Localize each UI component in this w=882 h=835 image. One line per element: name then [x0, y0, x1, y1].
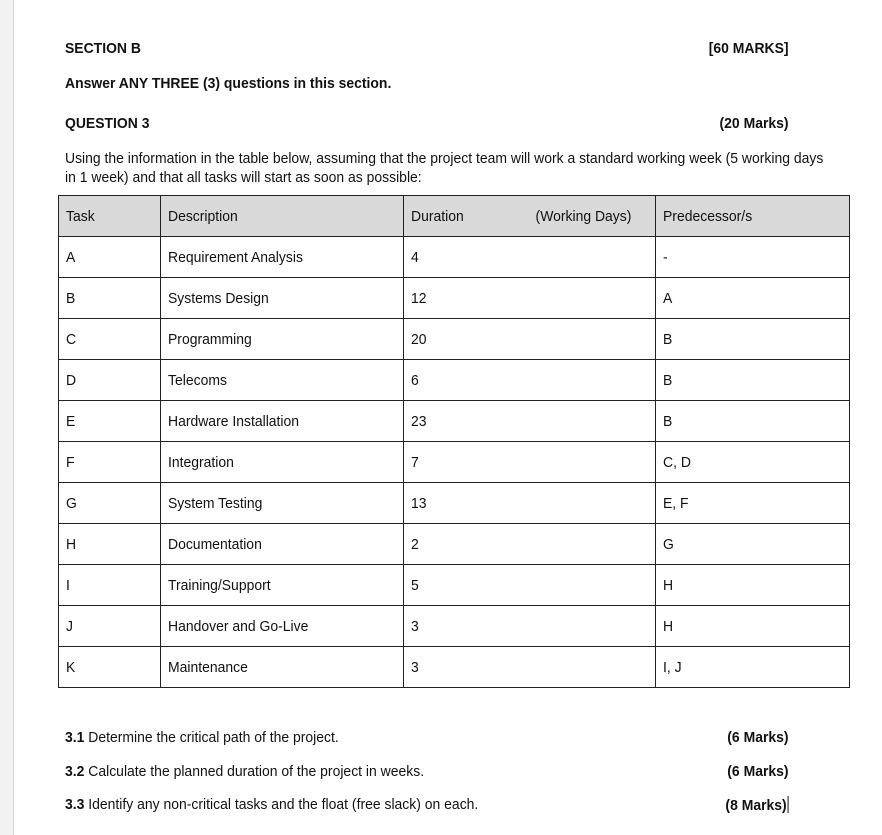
section-header: [65, 40, 789, 57]
cell-duration: [404, 483, 656, 524]
cell-predecessor-text: I, J: [663, 658, 682, 676]
cell-description: [161, 237, 404, 278]
cell-description: [161, 565, 404, 606]
cell-predecessor-text: B: [663, 371, 673, 389]
table-header-row: [59, 196, 850, 237]
table-row: [59, 237, 850, 278]
cell-duration-text: 12: [411, 289, 427, 307]
question-item-3-3: [65, 796, 789, 814]
cell-duration-text: 23: [411, 412, 427, 430]
cell-description-text: System Testing: [168, 494, 263, 512]
cell-duration: [404, 401, 656, 442]
cell-description-text: Documentation: [168, 535, 262, 553]
question-item-marks: (6 Marks): [727, 729, 789, 746]
instruction-row: [65, 75, 789, 92]
section-marks: [60 MARKS]: [708, 40, 789, 57]
question-number: 3.3: [65, 796, 85, 813]
cell-predecessor-text: B: [663, 330, 673, 348]
cell-description: [161, 319, 404, 360]
cell-task-text: H: [66, 535, 77, 553]
cell-predecessor-text: E, F: [663, 494, 689, 512]
cell-duration: [404, 524, 656, 565]
cell-task-text: A: [66, 248, 76, 266]
table-row: [59, 442, 850, 483]
cell-predecessor-text: B: [663, 412, 673, 430]
cell-task-text: J: [66, 617, 73, 635]
cell-description: [161, 483, 404, 524]
cell-description: [161, 606, 404, 647]
question-text: [65, 763, 424, 780]
instruction-text: Answer ANY THREE (3) questions in this section.: [65, 75, 392, 92]
cell-duration: [404, 278, 656, 319]
cell-predecessor: [656, 647, 850, 688]
cell-task: [59, 483, 161, 524]
cell-task-text: E: [66, 412, 76, 430]
header-description-label: Description: [168, 207, 238, 225]
question-text: [65, 729, 339, 746]
question-body: Determine the critical path of the project.: [88, 729, 339, 746]
cell-predecessor: [656, 401, 850, 442]
cell-description-text: Training/Support: [168, 576, 271, 594]
cell-description-text: Telecoms: [168, 371, 227, 389]
question-body: Calculate the planned duration of the project in weeks.: [88, 763, 425, 780]
cell-task: [59, 647, 161, 688]
cell-duration-text: 20: [411, 330, 427, 348]
intro-paragraph: Using the information in the table below, assuming that the project team will work a standard working week (5 working days in 1 week) and that all tasks will start as soon as possible:: [65, 150, 824, 186]
header-duration-label: Duration: [411, 207, 464, 225]
document-page[interactable]: [14, 0, 882, 835]
header-task-label: Task: [66, 207, 95, 225]
cell-task-text: I: [66, 576, 70, 594]
cell-duration: [404, 237, 656, 278]
question-header: [65, 115, 789, 132]
cell-description: [161, 524, 404, 565]
cell-duration: [404, 442, 656, 483]
cell-duration-text: 2: [411, 535, 420, 553]
table-row: [59, 483, 850, 524]
cell-description: [161, 360, 404, 401]
cell-task: [59, 442, 161, 483]
cell-task: [59, 360, 161, 401]
cell-task-text: G: [66, 494, 77, 512]
cell-task-text: B: [66, 289, 76, 307]
question-marks: (20 Marks): [719, 115, 789, 132]
cell-duration-text: 6: [411, 371, 420, 389]
table-row: [59, 360, 850, 401]
cell-predecessor: [656, 483, 850, 524]
header-duration-unit: (Working Days): [535, 207, 632, 225]
cell-task-text: K: [66, 658, 76, 676]
header-task: [59, 196, 161, 237]
cell-predecessor-text: H: [663, 617, 674, 635]
cell-predecessor-text: G: [663, 535, 675, 553]
section-title: SECTION B: [65, 40, 141, 57]
question-title: QUESTION 3: [65, 115, 150, 132]
cell-duration: [404, 360, 656, 401]
cell-predecessor: [656, 524, 850, 565]
header-duration-group: [411, 208, 631, 225]
cell-description: [161, 442, 404, 483]
cell-duration: [404, 319, 656, 360]
cell-task-text: F: [66, 453, 75, 471]
question-item-marks-wrap: [725, 796, 788, 814]
question-body: Identify any non-critical tasks and the float (free slack) on each.: [88, 796, 479, 813]
cell-task-text: D: [66, 371, 77, 389]
header-predecessor: [656, 196, 850, 237]
text-cursor: [788, 796, 789, 813]
cell-predecessor: [656, 237, 850, 278]
cell-duration: [404, 606, 656, 647]
table-row: [59, 278, 850, 319]
cell-duration-text: 5: [411, 576, 420, 594]
cell-duration-text: 7: [411, 453, 420, 471]
cell-description-text: Maintenance: [168, 658, 248, 676]
cell-predecessor: [656, 360, 850, 401]
cell-description: [161, 647, 404, 688]
question-number: 3.2: [65, 763, 85, 780]
cell-predecessor: [656, 565, 850, 606]
cell-predecessor-text: C, D: [663, 453, 692, 471]
cell-task: [59, 319, 161, 360]
cell-task: [59, 237, 161, 278]
cell-duration-text: 13: [411, 494, 427, 512]
cell-predecessor: [656, 442, 850, 483]
header-predecessor-label: Predecessor/s: [663, 207, 753, 225]
question-item-3-1: [65, 729, 789, 746]
cell-task: [59, 524, 161, 565]
header-duration: [404, 196, 656, 237]
question-item-3-2: [65, 763, 789, 780]
cell-description-text: Requirement Analysis: [168, 248, 303, 266]
cell-task-text: C: [66, 330, 77, 348]
cell-predecessor-text: -: [663, 248, 668, 266]
cell-predecessor-text: A: [663, 289, 673, 307]
cell-predecessor: [656, 606, 850, 647]
cell-task: [59, 278, 161, 319]
document-left-gutter: [0, 0, 14, 835]
cell-duration-text: 3: [411, 617, 420, 635]
cell-description-text: Systems Design: [168, 289, 269, 307]
cell-description-text: Integration: [168, 453, 234, 471]
cell-description-text: Handover and Go-Live: [168, 617, 309, 635]
cell-task: [59, 401, 161, 442]
cell-description-text: Programming: [168, 330, 252, 348]
cell-duration: [404, 647, 656, 688]
table-row: [59, 401, 850, 442]
cell-description-text: Hardware Installation: [168, 412, 300, 430]
cell-description: [161, 401, 404, 442]
table-row: [59, 319, 850, 360]
task-table: [58, 195, 850, 688]
question-number: 3.1: [65, 729, 85, 746]
question-item-marks: (6 Marks): [727, 763, 789, 780]
cell-predecessor: [656, 319, 850, 360]
header-description: [161, 196, 404, 237]
table-row: [59, 565, 850, 606]
cell-duration-text: 4: [411, 248, 420, 266]
cell-predecessor: [656, 278, 850, 319]
cell-task: [59, 565, 161, 606]
question-item-marks: (8 Marks): [725, 797, 787, 814]
question-text: [65, 796, 478, 814]
cell-duration: [404, 565, 656, 606]
cell-description: [161, 278, 404, 319]
cell-task: [59, 606, 161, 647]
table-row: [59, 606, 850, 647]
table-row: [59, 524, 850, 565]
cell-predecessor-text: H: [663, 576, 674, 594]
cell-duration-text: 3: [411, 658, 420, 676]
table-row: [59, 647, 850, 688]
